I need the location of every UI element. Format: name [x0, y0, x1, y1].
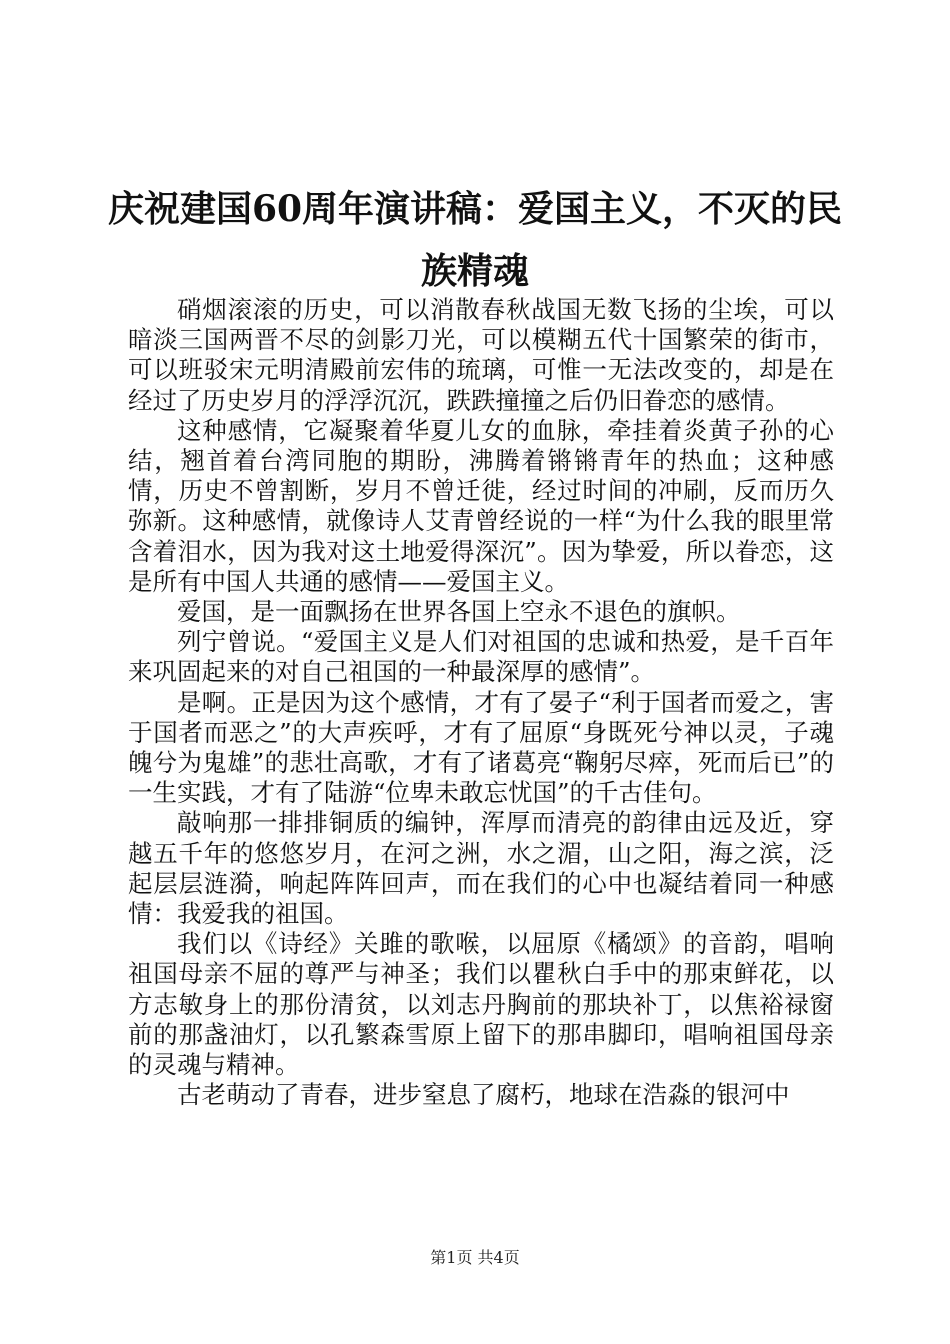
paragraph: 列宁曾说。“爱国主义是人们对祖国的忠诚和热爱，是千百年来巩固起来的对自己祖国的一种最深厚的感情”。: [128, 627, 834, 687]
paragraph: 我们以《诗经》关雎的歌喉，以屈原《橘颂》的音韵，唱响祖国母亲不屈的尊严与神圣；我们以瞿秋白手中的那束鲜花，以方志敏身上的那份清贫，以刘志丹胸前的那块补丁，以焦裕禄窗前的那盏油灯，以孔繁森雪原上留下的那串脚印，唱响祖国母亲的灵魂与精神。: [128, 929, 834, 1080]
document-title: 庆祝建国60周年演讲稿：爱国主义，不灭的民族精魂: [107, 188, 843, 292]
paragraph: 爱国，是一面飘扬在世界各国上空永不退色的旗帜。: [177, 597, 741, 627]
document-body: [128, 295, 834, 1110]
paragraph: 敲响那一排排铜质的编钟，浑厚而清亮的韵律由远及近，穿越五千年的悠悠岁月，在河之洲，水之湄，山之阳，海之滨，泛起层层涟漪，响起阵阵回声，而在我们的心中也凝结着同一种感情：我爱我的祖国。: [128, 808, 834, 929]
paragraph: 古老萌动了青春，进步窒息了腐朽，地球在浩淼的银河中: [177, 1080, 790, 1110]
paragraph: 这种感情，它凝聚着华夏儿女的血脉，牵挂着炎黄子孙的心结，翘首着台湾同胞的期盼，沸腾着锵锵青年的热血；这种感情，历史不曾割断，岁月不曾迁徙，经过时间的冲刷，反而历久弥新。这种感情，就像诗人艾青曾经说的一样“为什么我的眼里常含着泪水，因为我对这土地爱得深沉”。因为挚爱，所以眷恋，这是所有中国人共通的感情——爱国主义。: [128, 415, 834, 596]
page-footer: 第1页 共4页: [430, 1248, 520, 1267]
paragraph: 是啊。正是因为这个感情，才有了晏子“利于国者而爱之，害于国者而恶之”的大声疾呼，才有了屈原“身既死兮神以灵，子魂魄兮为鬼雄”的悲壮高歌，才有了诸葛亮“鞠躬尽瘁，死而后已”的一生实践，才有了陆游“位卑未敢忘忧国”的千古佳句。: [128, 687, 834, 808]
paragraph: 硝烟滚滚的历史，可以消散春秋战国无数飞扬的尘埃，可以暗淡三国两晋不尽的剑影刀光，可以模糊五代十国繁荣的街市，可以班驳宋元明清殿前宏伟的琉璃，可惟一无法改变的，却是在经过了历史岁月的浮浮沉沉，跌跌撞撞之后仍旧眷恋的感情。: [128, 295, 834, 415]
